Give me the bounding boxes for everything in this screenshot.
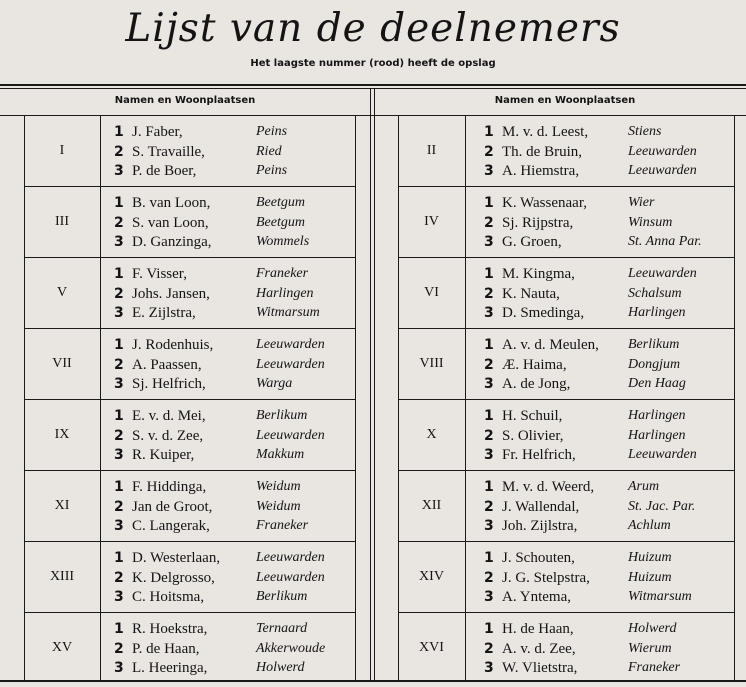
participant-residence: Leeuwarden (628, 266, 697, 281)
group-x (0, 399, 746, 470)
participant-name: P. de Boer, (132, 163, 197, 179)
participant-name: Sj. Rijpstra, (502, 214, 574, 231)
participant-residence: Harlingen (256, 285, 314, 301)
participant-residence: Akkerwoude (256, 640, 326, 656)
participant-entry (484, 335, 728, 355)
participant-number: 1 (484, 195, 494, 211)
group-number: XIII (49, 569, 75, 584)
participant-residence: Makkum (256, 447, 305, 462)
participant-residence: Weidum (256, 479, 301, 494)
participant-name: M. Kingma, (502, 266, 575, 282)
participant-number: 3 (114, 305, 124, 321)
participant-number: 2 (484, 356, 494, 373)
participant-name: R. Kuiper, (132, 447, 195, 463)
participant-name: K. Wassenaar, (502, 195, 587, 211)
participant-residence: Harlingen (628, 305, 686, 320)
participant-residence: Wier (628, 195, 655, 210)
participant-residence: Winsum (628, 214, 673, 230)
participant-number: 2 (114, 427, 124, 444)
participant-residence: Huizum (628, 569, 672, 585)
participant-name: E. Zijlstra, (132, 305, 196, 321)
participant-residence: Ried (256, 143, 282, 159)
participant-name: A. Hiemstra, (502, 163, 580, 179)
participant-residence: St. Anna Par. (628, 234, 702, 249)
participant-name: F. Visser, (132, 266, 187, 282)
participant-entry (484, 568, 728, 588)
participant-number: 3 (484, 589, 494, 605)
participant-number: 2 (114, 640, 124, 657)
participant-number: 1 (484, 266, 494, 282)
participant-number: 1 (484, 337, 494, 353)
participant-number: 2 (484, 427, 494, 444)
participant-number: 3 (484, 163, 494, 179)
participant-residence: Franeker (256, 266, 309, 281)
participant-name: Jan de Groot, (132, 498, 213, 515)
participant-name: J. G. Stelpstra, (502, 569, 590, 586)
participant-number: 2 (114, 569, 124, 586)
participant-name: D. Smedinga, (502, 305, 585, 321)
participant-name: A. v. d. Zee, (502, 640, 576, 657)
participant-residence: Holwerd (256, 660, 305, 675)
participant-number: 3 (114, 163, 124, 179)
participant-name: S. Olivier, (502, 427, 564, 444)
participant-name: H. Schuil, (502, 408, 563, 424)
participant-number: 2 (484, 143, 494, 160)
page-subtitle: Het laagste nummer (rood) heeft de opslag (250, 58, 496, 69)
participant-entry (484, 355, 728, 375)
participant-entry (484, 658, 728, 678)
participant-number: 3 (484, 376, 494, 392)
participant-residence: Stiens (628, 124, 662, 139)
group-number: XV (51, 640, 73, 655)
group-xiv (0, 541, 746, 612)
participant-name: S. Travaille, (132, 143, 205, 160)
participant-number: 2 (484, 285, 494, 302)
participant-residence: Wommels (256, 234, 310, 249)
participant-residence: Holwerd (628, 621, 677, 636)
participant-residence: Harlingen (628, 427, 686, 443)
participant-number: 2 (114, 285, 124, 302)
participant-name: B. van Loon, (132, 195, 211, 211)
participant-residence: Leeuwarden (256, 569, 325, 585)
group-vi (0, 257, 746, 328)
participant-residence: Leeuwarden (256, 427, 325, 443)
participant-name: Æ. Haima, (502, 356, 567, 373)
participant-name: D. Westerlaan, (132, 550, 221, 566)
participant-residence: Warga (256, 376, 293, 391)
participant-name: G. Groen, (502, 234, 562, 250)
participant-residence: Harlingen (628, 408, 686, 423)
participant-residence: Leeuwarden (256, 550, 325, 565)
participant-number: 3 (114, 518, 124, 534)
participant-name: M. v. d. Weerd, (502, 479, 595, 495)
participant-number: 1 (114, 266, 124, 282)
column-header-left: Namen en Woonplaatsen (114, 95, 256, 106)
participant-residence: Peins (256, 124, 288, 139)
participant-name: Sj. Helfrich, (132, 376, 206, 392)
participant-residence: Berlikum (628, 337, 680, 352)
group-number: V (56, 285, 68, 300)
group-xvi (0, 612, 746, 683)
participant-name: E. v. d. Mei, (132, 408, 206, 424)
participant-entry (484, 445, 728, 465)
group-viii (0, 328, 746, 399)
group-xii (0, 470, 746, 541)
participant-entry (484, 426, 728, 446)
participant-name: J. Faber, (132, 124, 183, 140)
participant-entry (484, 213, 728, 233)
participant-number: 3 (114, 589, 124, 605)
participant-number: 2 (114, 356, 124, 373)
group-number: II (426, 143, 437, 158)
participant-number: 2 (484, 569, 494, 586)
participant-entry (484, 142, 728, 162)
participant-number: 3 (484, 447, 494, 463)
participant-entry (484, 619, 728, 639)
participant-number: 3 (484, 518, 494, 534)
participant-number: 1 (114, 479, 124, 495)
participant-entry (484, 497, 728, 517)
group-number: VI (424, 285, 439, 300)
participant-name: A. Paassen, (132, 356, 202, 373)
group-number: IV (424, 214, 439, 229)
participant-name: P. de Haan, (132, 640, 200, 657)
group-number: IX (54, 427, 70, 442)
participant-name: A. de Jong, (502, 376, 571, 392)
participant-name: J. Schouten, (502, 550, 575, 566)
group-number: XI (54, 498, 70, 513)
group-ii (0, 115, 746, 186)
group-number: X (426, 427, 437, 442)
participant-entry (484, 477, 728, 497)
participant-number: 2 (484, 640, 494, 657)
group-number: XVI (419, 640, 444, 655)
participant-residence: Berlikum (256, 408, 308, 423)
participant-name: Johs. Jansen, (132, 285, 210, 302)
participant-entry (484, 193, 728, 213)
participant-number: 3 (484, 660, 494, 676)
participant-name: R. Hoekstra, (132, 621, 208, 637)
participant-name: A. Yntema, (502, 589, 572, 605)
participant-entry (484, 232, 728, 252)
column-header-right: Namen en Woonplaatsen (494, 95, 636, 106)
participant-entry (484, 161, 728, 181)
group-number: XIV (419, 569, 444, 584)
participant-residence: St. Jac. Par. (628, 498, 696, 514)
participant-number: 3 (114, 660, 124, 676)
group-number: III (55, 214, 69, 229)
participant-entry (484, 406, 728, 426)
participant-number: 1 (114, 195, 124, 211)
participant-residence: Wierum (628, 640, 672, 656)
participant-entry (484, 374, 728, 394)
participant-name: S. van Loon, (132, 214, 209, 231)
participant-number: 2 (114, 214, 124, 231)
participant-name: L. Heeringa, (132, 660, 208, 676)
participant-number: 3 (114, 234, 124, 250)
participant-name: D. Ganzinga, (132, 234, 212, 250)
participant-residence: Schalsum (628, 285, 682, 301)
participant-name: Fr. Helfrich, (502, 447, 576, 463)
participant-number: 3 (484, 305, 494, 321)
group-number: I (59, 143, 65, 158)
participant-name: K. Nauta, (502, 285, 560, 302)
participant-number: 3 (484, 234, 494, 250)
participant-number: 1 (114, 337, 124, 353)
group-number: VIII (419, 356, 444, 371)
top-rule-thin (0, 88, 746, 89)
participant-number: 1 (484, 621, 494, 637)
participant-name: K. Delgrosso, (132, 569, 215, 586)
participant-residence: Weidum (256, 498, 301, 514)
participant-residence: Leeuwarden (628, 447, 697, 462)
participant-residence: Den Haag (628, 376, 686, 391)
page-title: Lijst van de deelnemers (125, 6, 621, 51)
participant-residence: Berlikum (256, 589, 308, 604)
participant-number: 1 (484, 408, 494, 424)
participant-residence: Franeker (628, 660, 681, 675)
participant-name: M. v. d. Leest, (502, 124, 589, 140)
participant-name: F. Hiddinga, (132, 479, 207, 495)
participant-residence: Witmarsum (256, 305, 320, 320)
participant-name: C. Hoitsma, (132, 589, 205, 605)
participant-entry (484, 639, 728, 659)
participant-name: Th. de Bruin, (502, 143, 582, 160)
participant-residence: Peins (256, 163, 288, 178)
participant-name: A. v. d. Meulen, (502, 337, 599, 353)
participant-name: C. Langerak, (132, 518, 210, 534)
participant-residence: Leeuwarden (628, 163, 697, 178)
participant-name: Joh. Zijlstra, (502, 518, 578, 534)
participant-entry (484, 303, 728, 323)
participant-number: 1 (484, 479, 494, 495)
participant-residence: Beetgum (256, 195, 305, 210)
group-number: XII (421, 498, 442, 513)
participant-residence: Ternaard (256, 621, 308, 636)
participant-residence: Achlum (628, 518, 671, 533)
participant-name: J. Rodenhuis, (132, 337, 214, 353)
participant-number: 1 (114, 621, 124, 637)
participant-number: 3 (114, 447, 124, 463)
participant-name: H. de Haan, (502, 621, 574, 637)
participant-residence: Arum (628, 479, 660, 494)
participant-name: J. Wallendal, (502, 498, 580, 515)
participant-residence: Leeuwarden (628, 143, 697, 159)
participant-residence: Beetgum (256, 214, 305, 230)
participant-number: 1 (114, 124, 124, 140)
participant-residence: Dongjum (628, 356, 681, 372)
participant-number: 1 (114, 408, 124, 424)
participant-entry (484, 516, 728, 536)
participant-number: 2 (114, 143, 124, 160)
participant-name: W. Vlietstra, (502, 660, 578, 676)
participant-number: 1 (114, 550, 124, 566)
participant-residence: Franeker (256, 518, 309, 533)
participant-entry (484, 548, 728, 568)
participant-number: 1 (484, 550, 494, 566)
participant-number: 2 (484, 214, 494, 231)
participant-number: 3 (114, 376, 124, 392)
group-number: VII (52, 356, 72, 371)
participant-residence: Leeuwarden (256, 356, 325, 372)
participant-entry (484, 587, 728, 607)
participant-entry (484, 284, 728, 304)
participant-number: 2 (114, 498, 124, 515)
participant-entry (484, 264, 728, 284)
participant-residence: Witmarsum (628, 589, 692, 604)
participant-entry (484, 122, 728, 142)
top-rule (0, 84, 746, 86)
participant-residence: Leeuwarden (256, 337, 325, 352)
participant-residence: Huizum (628, 550, 672, 565)
participant-number: 2 (484, 498, 494, 515)
participant-name: S. v. d. Zee, (132, 427, 204, 444)
participant-number: 1 (484, 124, 494, 140)
group-iv (0, 186, 746, 257)
